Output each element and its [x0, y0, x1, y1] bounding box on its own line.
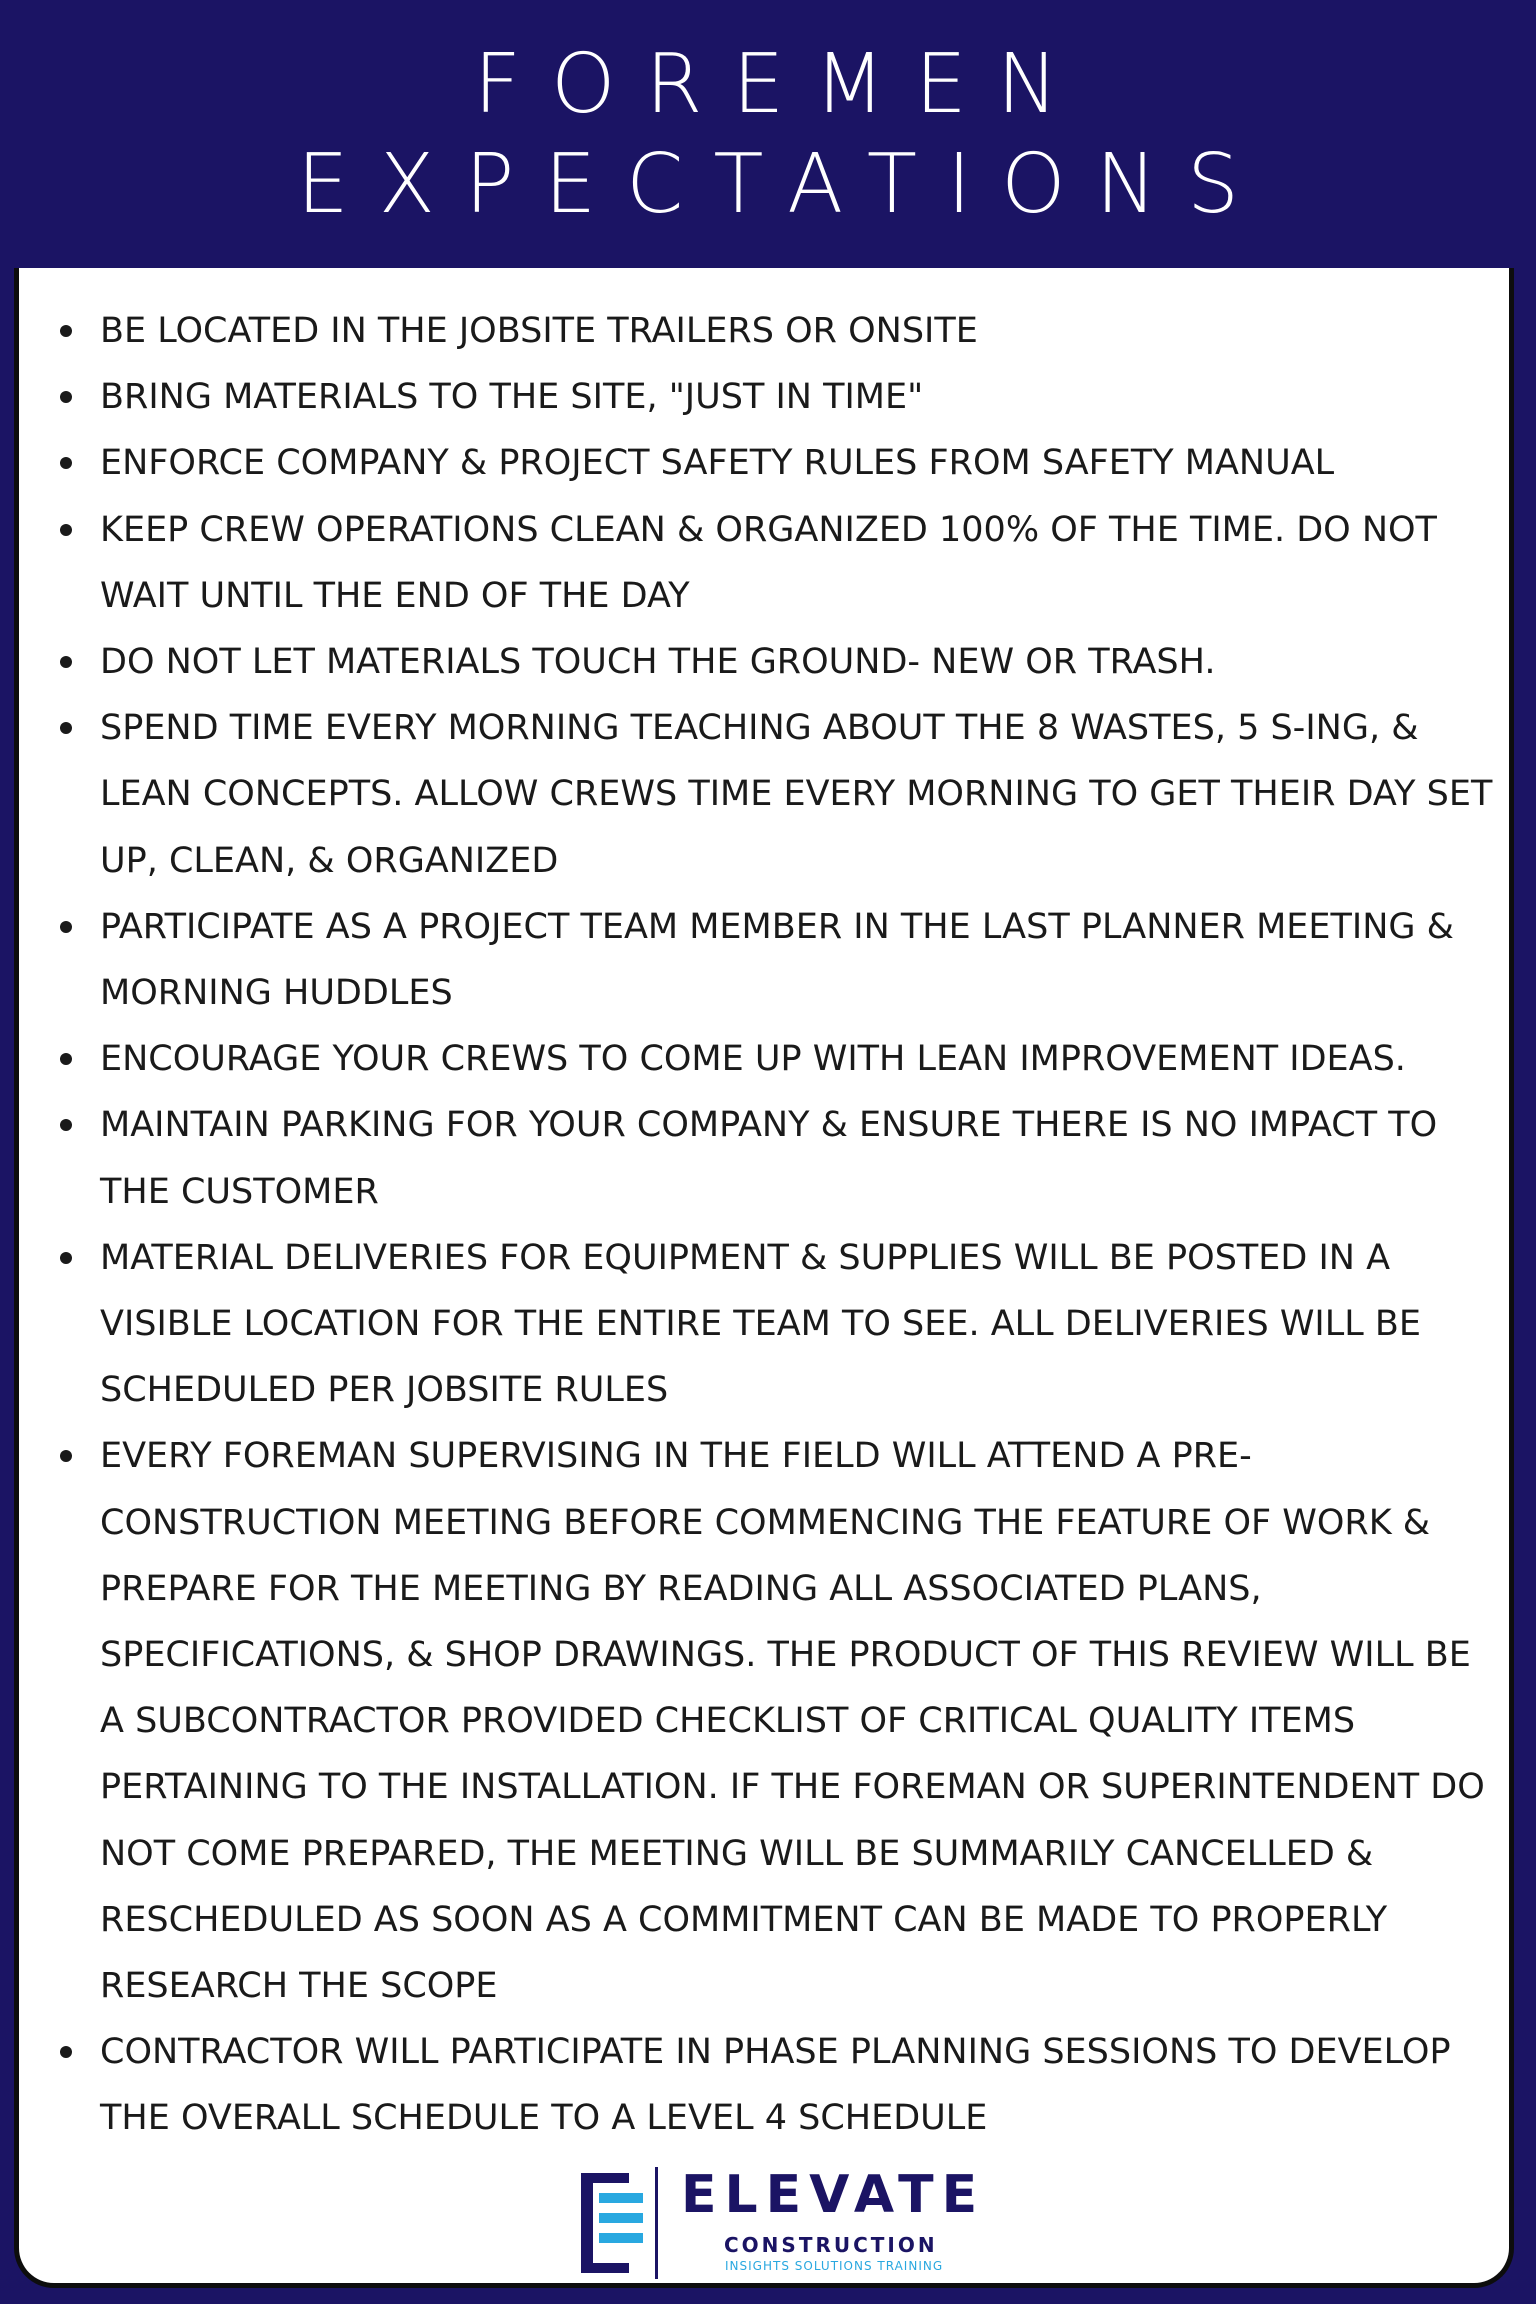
list-item-text: EVERY FOREMAN SUPERVISING IN THE FIELD WILL ATTEND A PRE-CONSTRUCTION MEETING BEFORE COMMENCING THE FEATURE OF WORK & PREPARE FOR THE MEETING BY READING ALL ASSOCIATED PLANS, SPECIFICATIONS, & SHOP DRAWINGS. THE PRODUCT OF THIS REVIEW WILL BE A SUBCONTRACTOR PROVIDED CHECKLIST OF CRITICAL QUALITY ITEMS PERTAINING TO THE INSTALLATION. IF THE FOREMAN OR SUPERINTENDENT DO NOT COME PREPARED, THE MEETING WILL BE SUMMARILY CANCELLED & RESCHEDULED AS SOON AS A COMMITMENT CAN BE MADE TO PROPERLY RESEARCH THE SCOPE: [100, 1436, 1485, 2007]
bullet-icon: [60, 656, 72, 668]
elevate-logo: [559, 2163, 1019, 2283]
elevate-e-logo-icon: [559, 2163, 649, 2283]
list-item-text: DO NOT LET MATERIALS TOUCH THE GROUND- NEW OR TRASH.: [100, 642, 1216, 683]
list-item: [52, 2019, 1502, 2151]
page-title-line-2: EXPECTATIONS: [296, 137, 1270, 232]
list-item: [52, 497, 1502, 629]
list-item: [52, 695, 1502, 894]
list-item-text: PARTICIPATE AS A PROJECT TEAM MEMBER IN THE LAST PLANNER MEETING & MORNING HUDDLES: [100, 906, 1454, 1014]
bullet-icon: [60, 391, 72, 403]
logo-subtitle: CONSTRUCTION: [724, 2233, 938, 2257]
list-item: [52, 1092, 1502, 1224]
bullet-icon: [60, 1252, 72, 1264]
logo-divider: [655, 2167, 658, 2279]
list-item-text: CONTRACTOR WILL PARTICIPATE IN PHASE PLANNING SESSIONS TO DEVELOP THE OVERALL SCHEDULE TO A LEVEL 4 SCHEDULE: [100, 2032, 1451, 2139]
list-item: [52, 894, 1502, 1026]
list-item-text: SPEND TIME EVERY MORNING TEACHING ABOUT THE 8 WASTES, 5 S-ING, & LEAN CONCEPTS. ALLOW CREWS TIME EVERY MORNING TO GET THEIR DAY SET UP, CLEAN, & ORGANIZED: [100, 708, 1493, 881]
page-title-line-1: FOREMEN: [473, 37, 1089, 132]
bullet-icon: [60, 1053, 72, 1065]
page-header: [0, 0, 1536, 270]
bullet-icon: [60, 2046, 72, 2058]
bullet-icon: [60, 457, 72, 469]
list-item-text: BRING MATERIALS TO THE SITE, "JUST IN TIME": [100, 377, 924, 418]
list-item: [52, 1026, 1502, 1092]
list-item: [52, 430, 1502, 496]
bullet-icon: [60, 524, 72, 536]
content-panel: [14, 268, 1514, 2288]
list-item-text: ENFORCE COMPANY & PROJECT SAFETY RULES FROM SAFETY MANUAL: [100, 443, 1335, 484]
list-item: [52, 364, 1502, 430]
bullet-icon: [60, 1450, 72, 1462]
list-item: [52, 629, 1502, 695]
list-item-text: MAINTAIN PARKING FOR YOUR COMPANY & ENSURE THERE IS NO IMPACT TO THE CUSTOMER: [100, 1105, 1438, 1212]
bullet-icon: [60, 921, 72, 933]
bullet-icon: [60, 325, 72, 337]
list-item: [52, 298, 1502, 364]
expectations-list: [52, 298, 1502, 2152]
bullet-icon: [60, 1119, 72, 1131]
bullet-icon: [60, 722, 72, 734]
list-item: [52, 1225, 1502, 1424]
list-item-text: ENCOURAGE YOUR CREWS TO COME UP WITH LEAN IMPROVEMENT IDEAS.: [100, 1039, 1406, 1080]
list-item: [52, 1423, 1502, 2019]
list-item-text: BE LOCATED IN THE JOBSITE TRAILERS OR ONSITE: [100, 311, 978, 351]
logo-tagline: INSIGHTS SOLUTIONS TRAINING: [725, 2259, 944, 2273]
logo-name: ELEVATE: [681, 2165, 986, 2225]
list-item-text: KEEP CREW OPERATIONS CLEAN & ORGANIZED 100% OF THE TIME. DO NOT WAIT UNTIL THE END OF THE DAY: [100, 509, 1437, 616]
list-item-text: MATERIAL DELIVERIES FOR EQUIPMENT & SUPPLIES WILL BE POSTED IN A VISIBLE LOCATION FOR THE ENTIRE TEAM TO SEE. ALL DELIVERIES WILL BE SCHEDULED PER JOBSITE RULES: [100, 1237, 1421, 1411]
